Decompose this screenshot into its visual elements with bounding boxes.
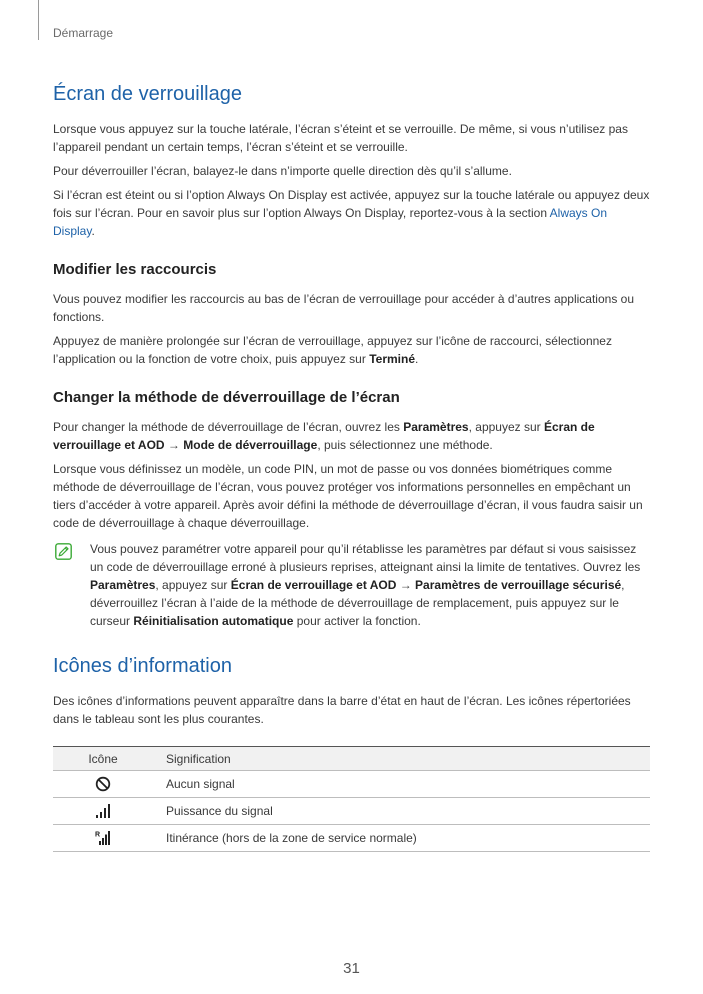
signal-strength-icon bbox=[95, 803, 111, 819]
paragraph: Pour déverrouiller l’écran, balayez-le dans n’importe quelle direction dès qu’il s’allume. bbox=[53, 164, 512, 178]
table-header-meaning: Signification bbox=[153, 747, 650, 771]
paragraph: Vous pouvez modifier les raccourcis au bas de l’écran de verrouillage pour accéder à d’autres applications ou fonctions. bbox=[53, 292, 634, 324]
always-on-display-link[interactable]: Always On Display bbox=[53, 206, 608, 238]
arrow-text: → bbox=[164, 438, 184, 452]
section-title-lock-screen: Écran de verrouillage bbox=[53, 83, 242, 105]
paragraph bbox=[53, 332, 650, 368]
ui-term: Écran de verrouillage et AOD bbox=[53, 420, 595, 452]
icons-table bbox=[53, 746, 650, 852]
ui-term: Paramètres de verrouillage sécurisé bbox=[415, 578, 622, 592]
icon-cell bbox=[53, 771, 153, 798]
running-header: Démarrage bbox=[53, 26, 114, 40]
meaning-cell: Itinérance (hors de la zone de service normale) bbox=[153, 825, 650, 852]
paragraph: Des icônes d’informations peuvent apparaître dans la barre d’état en haut de l’écran. Les icônes répertoriées dans le tableau sont les plus courantes. bbox=[53, 694, 631, 726]
icon-cell bbox=[53, 798, 153, 825]
svg-text:R: R bbox=[95, 831, 101, 839]
note-block bbox=[53, 540, 650, 630]
note-text-part: , appuyez sur bbox=[155, 578, 231, 592]
note-text-part: , déverrouillez l’écran à l’aide de la méthode de déverrouillage de remplacement, puis appuyez sur le curseur bbox=[90, 578, 625, 628]
note-text bbox=[90, 540, 650, 630]
table-row bbox=[53, 771, 650, 798]
section-title-info-icons: Icônes d’information bbox=[53, 655, 232, 677]
paragraph bbox=[53, 186, 650, 240]
page-number: 31 bbox=[343, 960, 360, 977]
meaning-cell: Aucun signal bbox=[153, 771, 650, 798]
paragraph: Lorsque vous définissez un modèle, un code PIN, un mot de passe ou vos données biométriques comme méthode de déverrouillage de l’écran, vous pouvez protéger vos informations personnelles en empêchant un tiers d’accéder à votre appareil. Après avoir défini la méthode de déverrouillage d’écran, il vous faudra saisir un code de déverrouillage à chaque déverrouillage. bbox=[53, 462, 643, 530]
no-signal-icon bbox=[95, 776, 111, 792]
ui-term: Mode de déverrouillage bbox=[183, 438, 318, 452]
paragraph: Lorsque vous appuyez sur la touche latérale, l’écran s’éteint et se verrouille. De même, si vous n’utilisez pas l’appareil pendant un certain temps, l’écran s’éteint et se verrouille. bbox=[53, 122, 628, 154]
roaming-icon bbox=[95, 830, 111, 846]
paragraph-text: , appuyez sur bbox=[468, 420, 544, 434]
ui-term: Terminé bbox=[369, 352, 415, 366]
paragraph-text: , puis sélectionnez une méthode. bbox=[317, 438, 493, 452]
header-rule bbox=[38, 0, 39, 40]
paragraph-text: Appuyez de manière prolongée sur l’écran de verrouillage, appuyez sur l’icône de raccourci, sélectionnez l’application ou la fonction de votre choix, puis appuyez sur bbox=[53, 334, 612, 366]
paragraph-text: . bbox=[415, 352, 419, 366]
note-text-part: pour activer la fonction. bbox=[293, 614, 421, 628]
table-header-icon: Icône bbox=[53, 747, 153, 771]
note-text-part: Vous pouvez paramétrer votre appareil pour qu’il rétablisse les paramètres par défaut si vous saisissez un code de déverrouillage erroné à plusieurs reprises, atteignant ainsi la limite de tentatives. Ouvrez les bbox=[90, 542, 641, 574]
table-row bbox=[53, 798, 650, 825]
meaning-cell: Puissance du signal bbox=[153, 798, 650, 825]
arrow-text: → bbox=[396, 578, 416, 592]
paragraph bbox=[53, 418, 650, 454]
ui-term: Paramètres bbox=[403, 420, 469, 434]
ui-term: Écran de verrouillage et AOD bbox=[230, 578, 397, 592]
paragraph-text: . bbox=[91, 224, 95, 238]
table-header-row bbox=[53, 747, 650, 771]
ui-term: Réinitialisation automatique bbox=[133, 614, 294, 628]
icon-cell bbox=[53, 825, 153, 852]
subsection-title-shortcuts: Modifier les raccourcis bbox=[53, 261, 217, 278]
table-row bbox=[53, 825, 650, 852]
ui-term: Paramètres bbox=[90, 578, 156, 592]
paragraph-text: Si l’écran est éteint ou si l’option Always On Display est activée, appuyez sur la touche latérale ou appuyez deux fois sur l’écran. Pour en savoir plus sur l’option Always On Display, reportez-vous à la section bbox=[53, 188, 650, 220]
subsection-title-unlock-method: Changer la méthode de déverrouillage de l’écran bbox=[53, 389, 400, 406]
page-content bbox=[53, 80, 650, 852]
paragraph-text: Pour changer la méthode de déverrouillage de l’écran, ouvrez les bbox=[53, 420, 404, 434]
note-pencil-icon bbox=[55, 543, 72, 560]
